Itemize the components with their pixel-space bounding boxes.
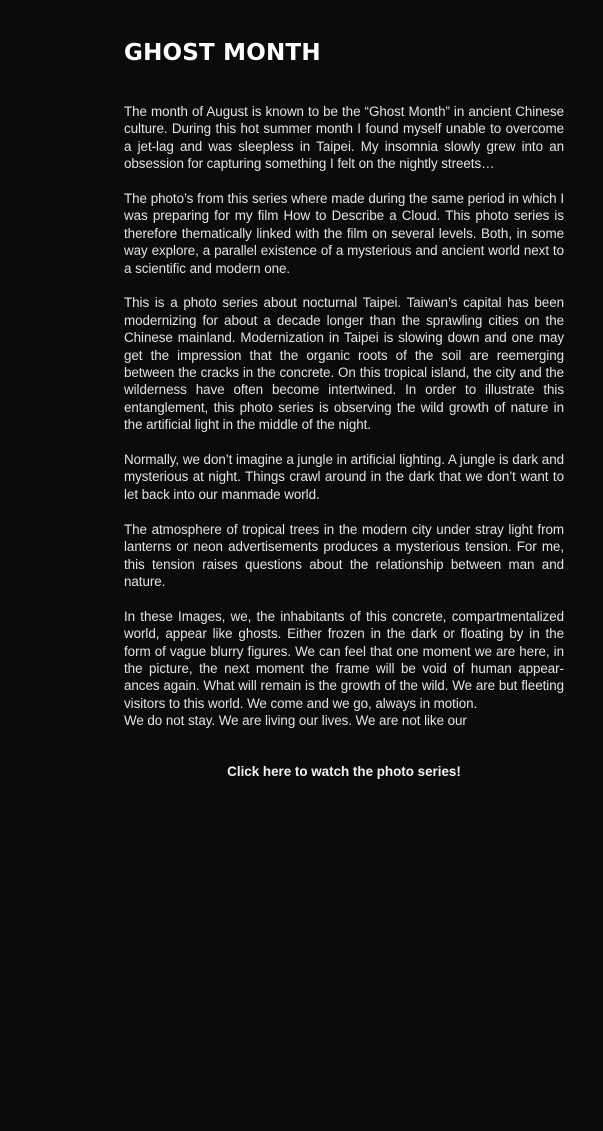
paragraph-jungle: Normally, we don’t imagine a jungle in artificial lighting. A jungle is dark and mysterious at night. Things crawl around in the dark that we don’t want to let back into our manmade world. <box>124 452 564 502</box>
paragraph-tropical-trees: The atmosphere of tropical trees in the modern city under stray light from lanterns or neon advertisements produces a mysterious tension. For me, this tension raises questions about the relationship between man and nature. <box>124 521 564 589</box>
paragraph-film-link: The photo’s from this series where made during the same period in which I was preparing for my film How to Describe a Cloud. This photo series is therefore thematically linked with the film on several levels. Both, in some way explore, a parallel existence of a mysterious and ancient world next to a scientific and modern one. <box>124 191 564 276</box>
paragraph-nocturnal-taipei: This is a photo series about nocturnal Taipei. Taiwan’s capital has been modernizing for about a decade longer than the sprawling cities on the Chinese mainland. Modernization in Taipei is slowing down and one may get the impression that the organic roots of the soil are reemerging between the cracks in the concrete. On this tropical island, the city and the wilderness have often become intertwined. In order to illustrate this entanglement, this photo series is observing the wild growth of nature in the artificial light in the middle of the night. <box>124 295 564 433</box>
watch-photo-series-link[interactable]: Click here to watch the photo series! <box>227 764 461 779</box>
paragraph-ghosts <box>124 608 564 730</box>
paragraph-ghost-month-intro: The month of August is known to be the “Ghost Month” in ancient Chinese culture. During this hot summer month I found myself unable to overcome a jet-lag and was sleepless in Taipei. My insomnia slowly grew into an obsession for capturing something I felt on the nightly streets… <box>124 104 564 172</box>
paragraph-ghosts-tail: We do not stay. We are living our lives. We are not like our <box>124 713 467 729</box>
paragraph-ghosts-text: In these Images, we, the inhabitants of this concrete, compartmentalized world, appear like ghosts. Either frozen in the dark or floating by in the form of vague blurry figures. We can feel that one moment we are here, in the picture, the next moment the frame will be void of human appear-ances again. What will remain is the growth of the wild. We are but fleeting visitors to this world. We come and we go, always in motion. <box>124 608 564 711</box>
page-title: GHOST MONTH <box>124 40 321 66</box>
article-body <box>124 103 564 730</box>
